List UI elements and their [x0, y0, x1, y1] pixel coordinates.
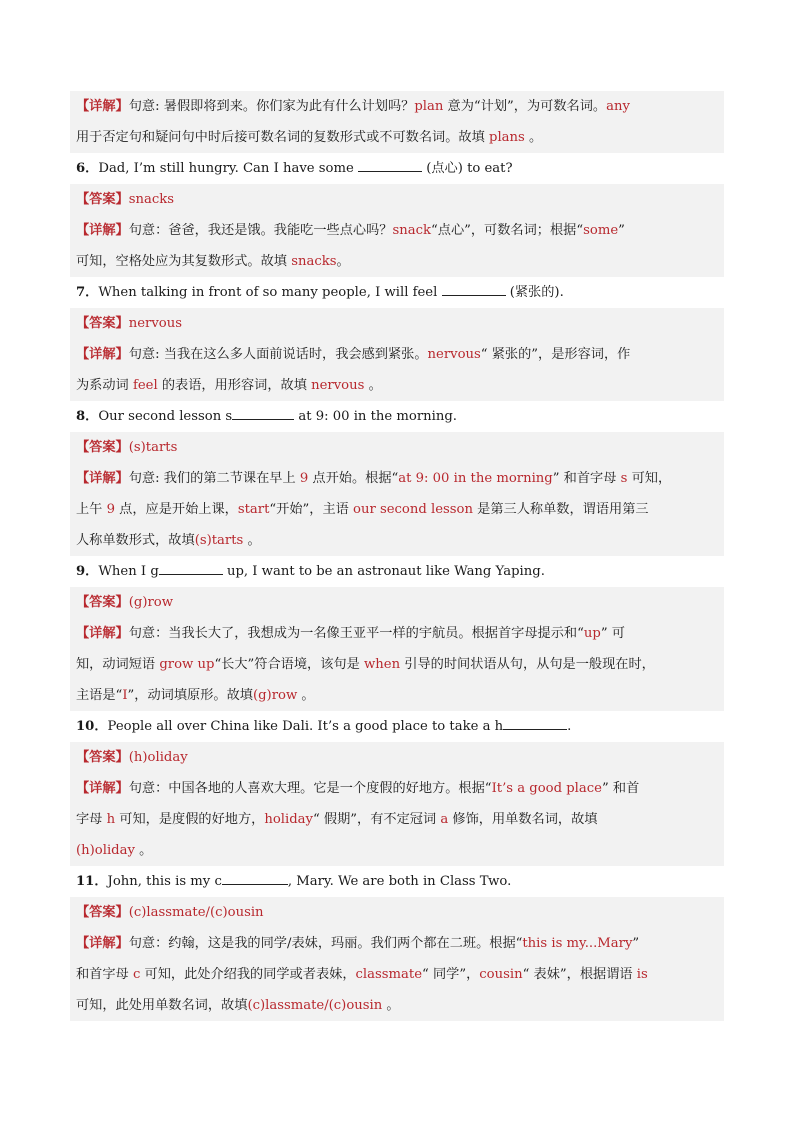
explain-label: 【详解】: [76, 626, 129, 641]
explain-label: 【详解】: [76, 471, 129, 486]
answer-line: [76, 308, 718, 339]
explain-label: 【详解】: [76, 936, 129, 951]
answer-line: [76, 432, 718, 463]
answer-value: (g)row: [128, 595, 174, 610]
explain-line: 【详解】句意：中国各地的人喜欢大理。它是一个度假的好地方。根据“It’s a good place” 和首: [76, 781, 640, 796]
explain-block-5: [70, 91, 724, 153]
explain-line: 用于否定句和疑问句中时后接可数名词的复数形式或不可数名词。故填 plans 。: [76, 130, 543, 145]
answer-blank: [358, 159, 422, 172]
answer-label: 【答案】: [76, 905, 129, 920]
answer-block-8: [70, 432, 724, 556]
answer-blank: [222, 872, 288, 885]
explain-line: 【详解】句意：当我长大了，我想成为一名像王亚平一样的宇航员。根据首字母提示和“up” 可: [76, 626, 625, 641]
question-8: 8．Our second lesson s at 9: 00 in the morning.: [76, 409, 457, 424]
explain-line: 【详解】句意: 当我在这么多人面前说话时，我会感到紧张。nervous“ 紧张的”，是形容词，作: [76, 347, 631, 362]
question-9: 9．When I g up, I want to be an astronaut like Wang Yaping.: [76, 564, 545, 579]
page-content: [70, 91, 724, 1021]
explain-line: 【详解】句意: 我们的第二节课在早上 9 点开始。根据“at 9: 00 in the morning” 和首字母 s 可知，: [76, 471, 672, 486]
answer-blank: [232, 407, 294, 420]
answer-line: [76, 742, 718, 773]
answer-label: 【答案】: [76, 192, 129, 207]
explain-label: 【详解】: [76, 347, 129, 362]
question-number: 11．: [76, 874, 108, 889]
explain-label: 【详解】: [76, 781, 129, 796]
question-number: 10．: [76, 719, 108, 734]
answer-block-7: [70, 308, 724, 401]
answer-line: [76, 184, 718, 215]
question-7: 7．When talking in front of so many people, I will feel (紧张的).: [76, 285, 564, 300]
explain-line: 可知，空格处应为其复数形式。故填 snacks。: [76, 254, 350, 269]
explain-label: 【详解】: [76, 223, 129, 238]
question-10: 10．People all over China like Dali. It’s a good place to take a h .: [76, 719, 572, 734]
answer-label: 【答案】: [76, 316, 129, 331]
answer-value: snacks: [128, 192, 175, 207]
question-number: 7．: [76, 285, 99, 300]
explain-line: 知，动词短语 grow up“长大”符合语境，该句是 when 引导的时间状语从句，从句是一般现在时，: [76, 657, 655, 672]
answer-label: 【答案】: [76, 750, 129, 765]
answer-value: (s)tarts: [128, 440, 178, 455]
explain-line: 为系动词 feel 的表语，用形容词，故填 nervous 。: [76, 378, 382, 393]
question-6: 6．Dad, I’m still hungry. Can I have some (点心) to eat?: [76, 161, 513, 176]
explain-line: 【详解】句意：约翰，这是我的同学/表妹，玛丽。我们两个都在二班。根据“this is my...Mary”: [76, 936, 640, 951]
answer-label: 【答案】: [76, 595, 129, 610]
explain-line: 和首字母 c 可知，此处介绍我的同学或者表妹，classmate“ 同学”，cousin“ 表妹”，根据谓语 is: [76, 967, 648, 982]
answer-block-11: [70, 897, 724, 1021]
answer-block-9: [70, 587, 724, 711]
question-number: 6．: [76, 161, 99, 176]
answer-line: [76, 897, 718, 928]
answer-block-10: [70, 742, 724, 866]
explain-line: 主语是“I”，动词填原形。故填(g)row 。: [76, 688, 315, 703]
question-number: 8．: [76, 409, 99, 424]
answer-value: (h)oliday: [128, 750, 188, 765]
answer-label: 【答案】: [76, 440, 129, 455]
explain-line: 上午 9 点，应是开始上课，start“开始”，主语 our second lesson 是第三人称单数，谓语用第三: [76, 502, 649, 517]
explain-line: (h)oliday 。: [76, 843, 153, 858]
answer-line: [76, 587, 718, 618]
explain-label: 【详解】: [76, 99, 129, 114]
answer-value: nervous: [128, 316, 183, 331]
answer-blank: [442, 283, 506, 296]
question-11: 11．John, this is my c , Mary. We are both in Class Two.: [76, 874, 512, 889]
explain-line: 人称单数形式，故填(s)tarts 。: [76, 533, 261, 548]
explain-line: 可知，此处用单数名词，故填(c)lassmate/(c)ousin 。: [76, 998, 400, 1013]
answer-blank: [503, 717, 567, 730]
explain-line: 【详解】句意：爸爸，我还是饿。我能吃一些点心吗？snack“点心”，可数名词；根据“some”: [76, 223, 625, 238]
answer-block-6: [70, 184, 724, 277]
answer-blank: [159, 562, 223, 575]
explain-line: 【详解】句意: 暑假即将到来。你们家为此有什么计划吗？plan 意为“计划”，为可数名词。any: [76, 99, 630, 114]
answer-value: (c)lassmate/(c)ousin: [128, 905, 264, 920]
question-number: 9．: [76, 564, 99, 579]
explain-line: 字母 h 可知，是度假的好地方，holiday“ 假期”，有不定冠词 a 修饰，用单数名词，故填: [76, 812, 598, 827]
